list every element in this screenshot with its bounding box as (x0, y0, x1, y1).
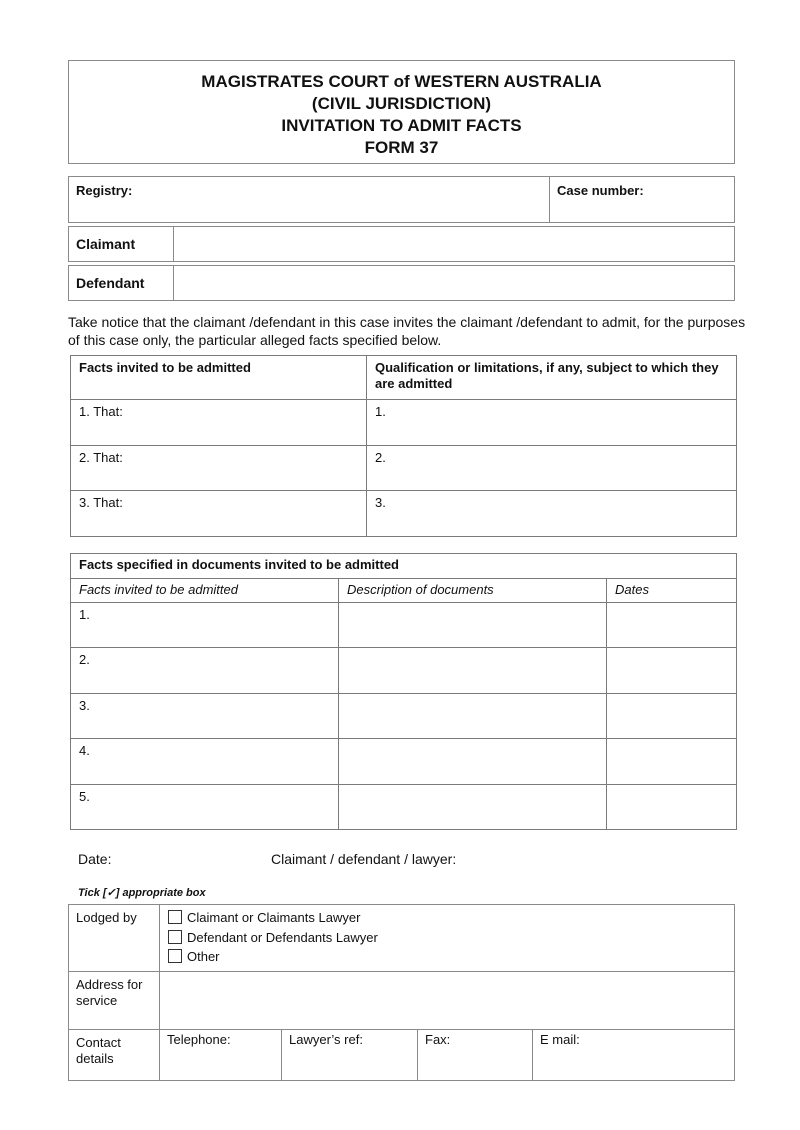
facts-column-header: Facts invited to be admitted (71, 579, 339, 603)
dates-cell[interactable] (607, 603, 737, 648)
claimant-label-cell (69, 227, 174, 261)
checkbox-claimant[interactable] (168, 910, 182, 924)
facts-table (70, 355, 737, 537)
table-row (71, 785, 737, 830)
email-field[interactable]: E mail: (533, 1030, 735, 1081)
documents-table-header (71, 579, 737, 603)
facts-table-header (71, 356, 737, 400)
table-row (71, 400, 737, 446)
table-row (71, 446, 737, 491)
description-cell[interactable] (339, 603, 607, 648)
lodged-by-row (69, 905, 735, 972)
description-cell[interactable] (339, 785, 607, 830)
description-cell[interactable] (339, 739, 607, 785)
qualification-cell[interactable]: 2. (367, 446, 737, 491)
fact-cell[interactable]: 1. (71, 603, 339, 648)
registry-case-row (68, 176, 735, 223)
table-row (71, 694, 737, 739)
option-defendant-label: Defendant or Defendants Lawyer (187, 929, 378, 945)
lodgement-table (68, 904, 735, 1081)
option-other[interactable] (168, 947, 726, 967)
dates-cell[interactable] (607, 785, 737, 830)
case-number-field[interactable] (550, 177, 734, 222)
telephone-field[interactable]: Telephone: (160, 1030, 282, 1081)
checkbox-defendant[interactable] (168, 930, 182, 944)
date-label: Date: (78, 851, 112, 867)
address-row (69, 972, 735, 1030)
documents-table (70, 553, 737, 830)
option-claimant[interactable] (168, 908, 726, 928)
qualification-cell[interactable]: 3. (367, 491, 737, 537)
fact-cell[interactable]: 3. (71, 694, 339, 739)
defendant-row (68, 265, 735, 301)
signer-label: Claimant / defendant / lawyer: (271, 851, 457, 867)
fax-field[interactable]: Fax: (418, 1030, 533, 1081)
table-row (71, 603, 737, 648)
fact-cell[interactable]: 5. (71, 785, 339, 830)
notice-text: Take notice that the claimant /defendant in this case invites the claimant /defendant to admit, for the purposes of this case only, the particular alleged facts specified below. (68, 314, 746, 348)
table-row (71, 491, 737, 537)
defendant-label-cell (69, 266, 174, 300)
documents-table-title: Facts specified in documents invited to be admitted (71, 554, 737, 579)
form-number: FORM 37 (364, 138, 439, 157)
lodged-by-label: Lodged by (69, 905, 160, 972)
jurisdiction: (CIVIL JURISDICTION) (311, 94, 492, 113)
table-row (71, 739, 737, 785)
checkbox-other[interactable] (168, 949, 182, 963)
lodged-by-options (160, 905, 735, 972)
dates-column-header: Dates (607, 579, 737, 603)
qualification-cell[interactable]: 1. (367, 400, 737, 446)
tick-instruction: Tick [✓] appropriate box (78, 887, 206, 899)
dates-cell[interactable] (607, 648, 737, 694)
contact-label: Contact details (69, 1030, 160, 1081)
claimant-row (68, 226, 735, 262)
dates-cell[interactable] (607, 694, 737, 739)
court-name: MAGISTRATES COURT of WESTERN AUSTRALIA (201, 72, 602, 91)
form-title-block (68, 60, 735, 164)
option-claimant-label: Claimant or Claimants Lawyer (187, 910, 361, 925)
documents-table-title-row (71, 554, 737, 579)
description-cell[interactable] (339, 694, 607, 739)
form-title: INVITATION TO ADMIT FACTS (281, 116, 522, 135)
address-label: Address for service (69, 972, 160, 1030)
contact-row (69, 1030, 735, 1081)
option-other-label: Other (187, 949, 220, 964)
registry-field[interactable] (69, 177, 550, 222)
fact-cell[interactable]: 1. That: (71, 400, 367, 446)
defendant-input[interactable] (174, 266, 734, 300)
claimant-label: Claimant (76, 236, 136, 252)
case-number-label: Case number: (557, 183, 644, 198)
table-row (71, 648, 737, 694)
option-defendant[interactable] (168, 928, 726, 948)
fact-cell[interactable]: 2. (71, 648, 339, 694)
registry-label: Registry: (76, 183, 133, 198)
qualification-header: Qualification or limitations, if any, subject to which they are admitted (367, 356, 737, 400)
defendant-label: Defendant (76, 275, 145, 291)
fact-cell[interactable]: 3. That: (71, 491, 367, 537)
facts-header: Facts invited to be admitted (71, 356, 367, 400)
description-cell[interactable] (339, 648, 607, 694)
fact-cell[interactable]: 4. (71, 739, 339, 785)
dates-cell[interactable] (607, 739, 737, 785)
fact-cell[interactable]: 2. That: (71, 446, 367, 491)
description-column-header: Description of documents (339, 579, 607, 603)
address-input[interactable] (160, 972, 735, 1030)
claimant-input[interactable] (174, 227, 734, 261)
lawyers-ref-field[interactable]: Lawyer’s ref: (282, 1030, 418, 1081)
